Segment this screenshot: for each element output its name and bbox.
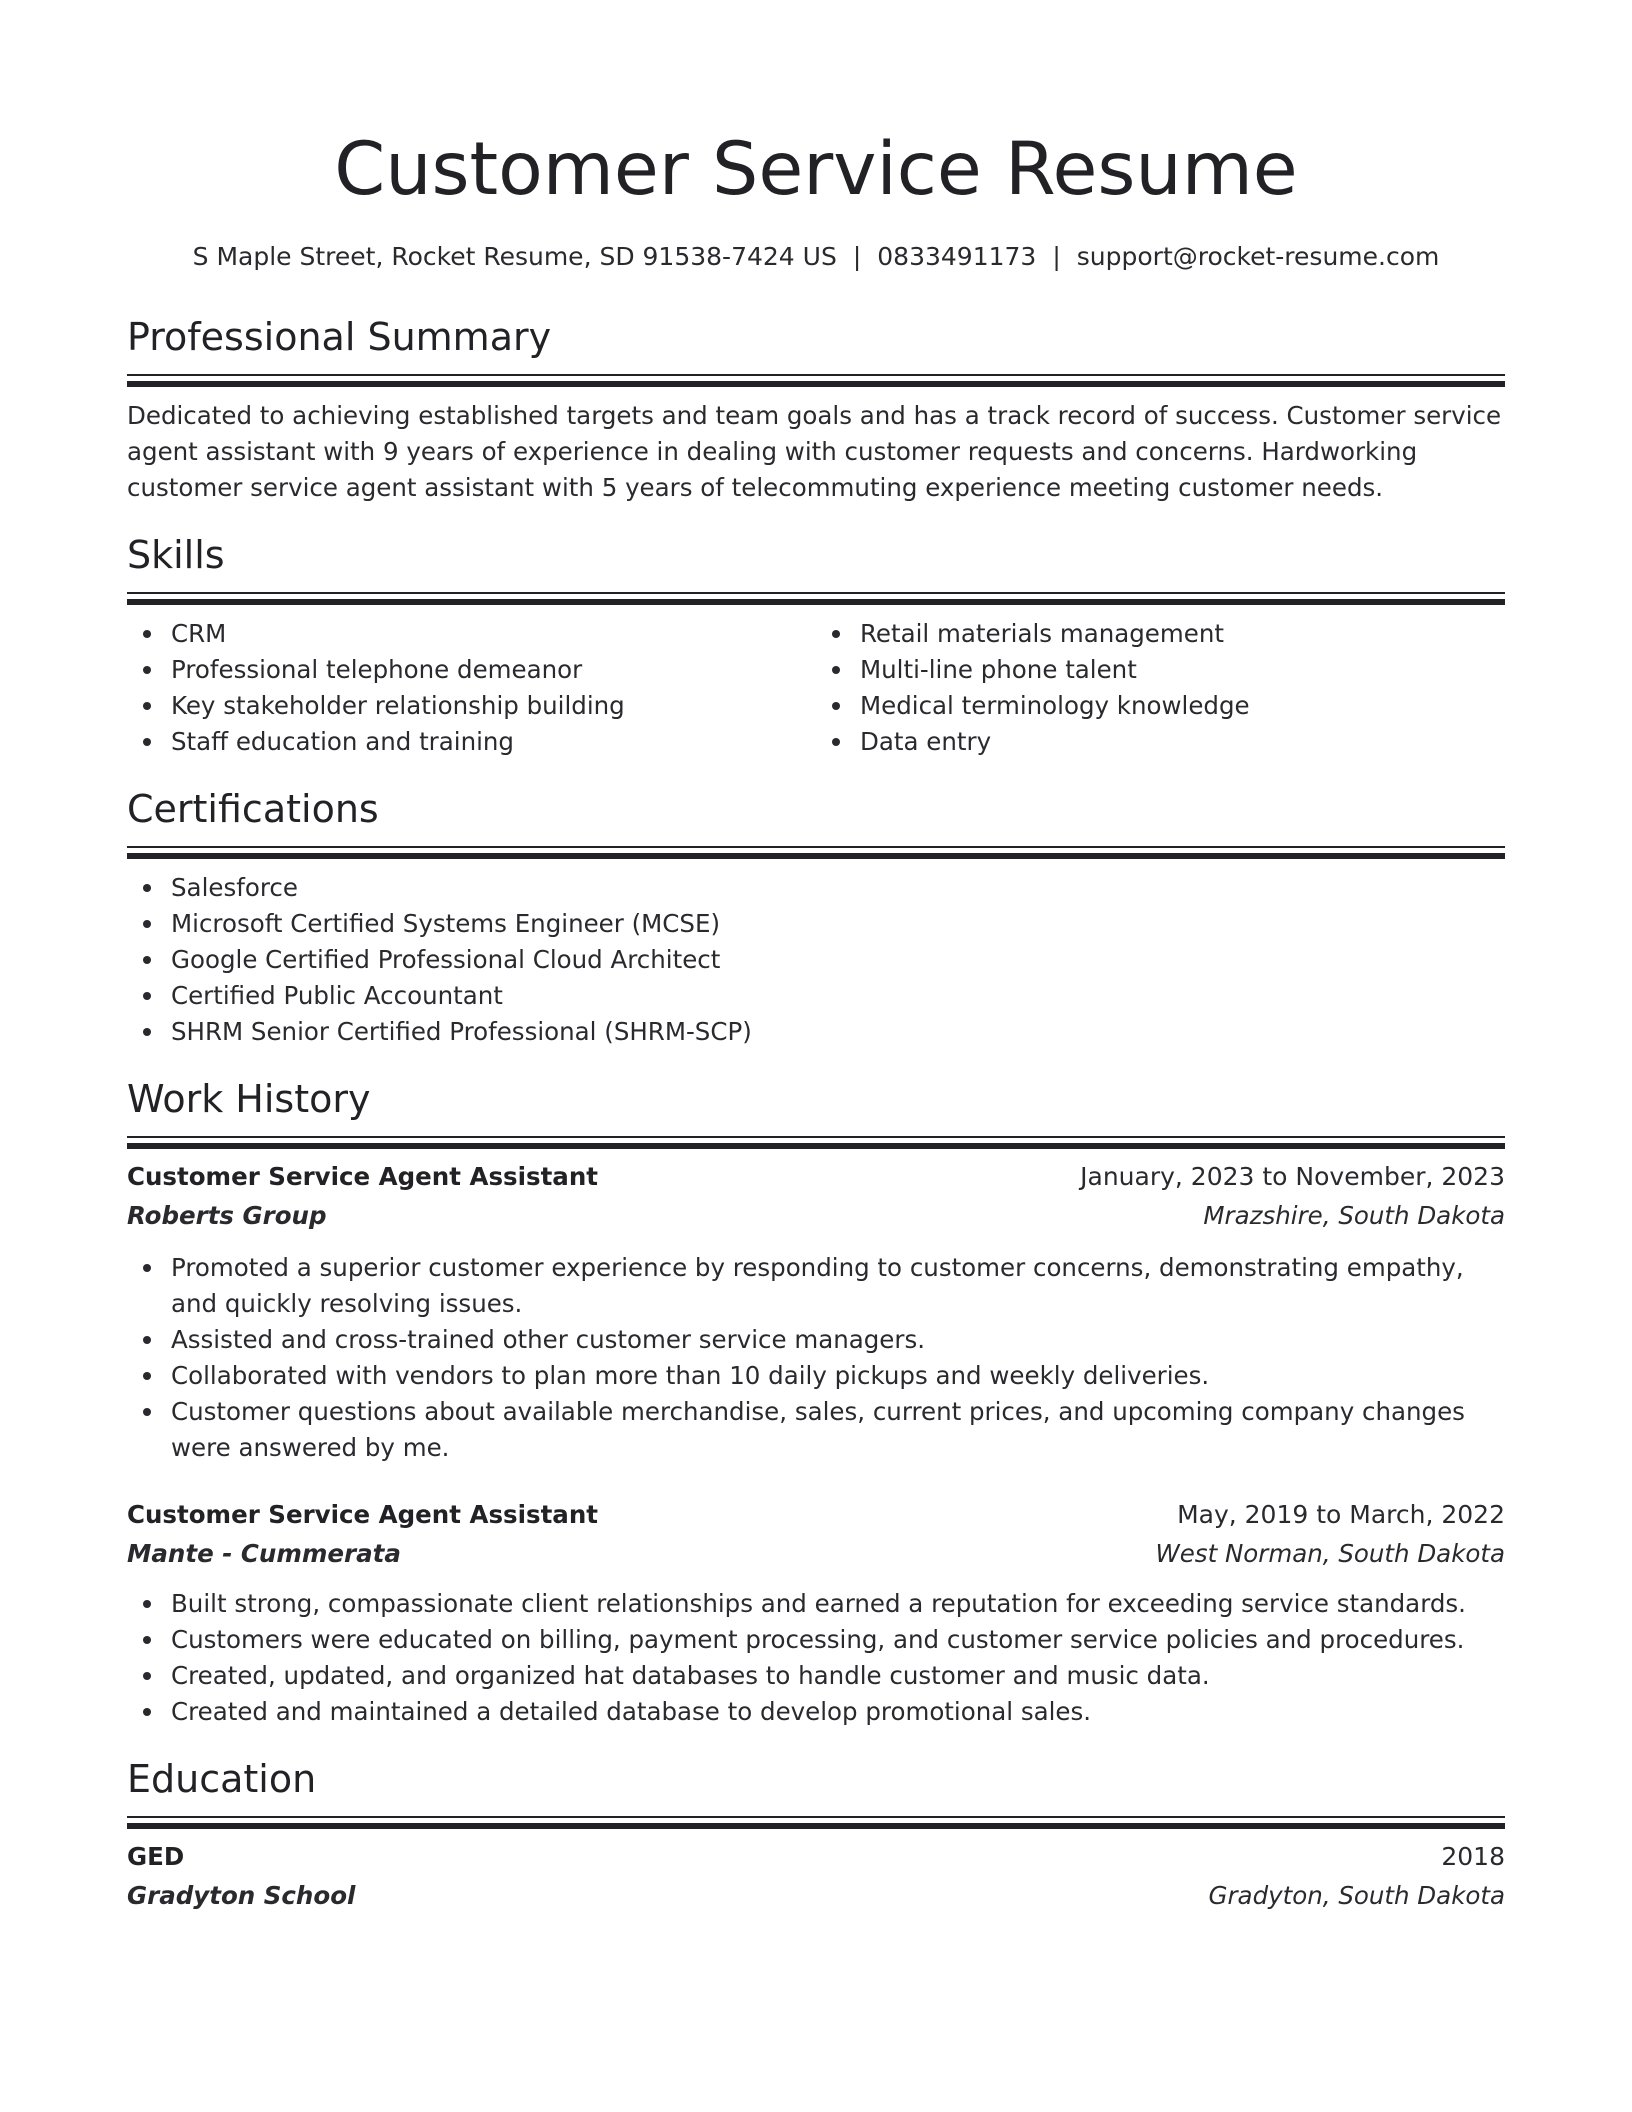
bullet-icon	[143, 992, 151, 1000]
bullet-icon	[143, 1672, 151, 1680]
contact-address: S Maple Street, Rocket Resume, SD 91538-7424 US	[192, 242, 837, 271]
education-section	[127, 1754, 1505, 1916]
job-bullets	[127, 1586, 1505, 1730]
certification-item: Google Certified Professional Cloud Architect	[171, 942, 1505, 978]
job-bullet: Created, updated, and organized hat databases to handle customer and music data.	[171, 1658, 1505, 1694]
job-bullet: Built strong, compassionate client relationships and earned a reputation for exceeding service standards.	[171, 1586, 1505, 1622]
education-degree: GED	[127, 1842, 185, 1871]
summary-text: Dedicated to achieving established targets and team goals and has a track record of success. Customer service agent assistant with 9 years of experience in dealing with customer requests and concerns. Hardworking customer service agent assistant with 5 years of telecommuting experience meeting customer needs.	[127, 401, 1502, 502]
bullet-icon	[143, 630, 151, 638]
bullet-icon	[832, 738, 840, 746]
contact-separator: |	[852, 242, 862, 271]
bullet-icon	[143, 1600, 151, 1608]
bullet-icon	[143, 1408, 151, 1416]
job-bullet: Created and maintained a detailed database to develop promotional sales.	[171, 1694, 1505, 1730]
job-header	[127, 1496, 1505, 1534]
job-company: Roberts Group	[127, 1201, 327, 1230]
skill-item: Professional telephone demeanor	[171, 652, 816, 688]
contact-phone: 0833491173	[877, 242, 1037, 271]
skills-list-right	[816, 616, 1505, 760]
section-divider	[127, 374, 1505, 388]
job-header	[127, 1158, 1505, 1196]
bullet-icon	[832, 702, 840, 710]
bullet-icon	[143, 1708, 151, 1716]
certification-item: SHRM Senior Certified Professional (SHRM-SCP)	[171, 1014, 1505, 1050]
bullet-icon	[143, 1336, 151, 1344]
job-dates: January, 2023 to November, 2023	[1080, 1162, 1505, 1191]
section-divider	[127, 1816, 1505, 1830]
education-header	[127, 1838, 1505, 1876]
skills-list-left	[127, 616, 816, 760]
work-section	[127, 1074, 1505, 1730]
education-entry	[127, 1838, 1505, 1916]
bullet-icon	[143, 1636, 151, 1644]
skill-item: Multi-line phone talent	[860, 652, 1505, 688]
bullet-icon	[143, 1028, 151, 1036]
education-location: Gradyton, South Dakota	[1208, 1881, 1505, 1910]
skill-item: Retail materials management	[860, 616, 1505, 652]
job-company: Mante - Cummerata	[127, 1539, 401, 1568]
job-dates: May, 2019 to March, 2022	[1177, 1500, 1505, 1529]
education-subheader	[127, 1876, 1505, 1916]
bullet-icon	[143, 920, 151, 928]
skill-item: CRM	[171, 616, 816, 652]
summary-heading: Professional Summary	[127, 315, 552, 359]
contact-separator: |	[1052, 242, 1061, 271]
skills-section	[127, 530, 1505, 760]
bullet-icon	[143, 738, 151, 746]
job-bullet: Collaborated with vendors to plan more than 10 daily pickups and weekly deliveries.	[171, 1358, 1505, 1394]
education-heading: Education	[127, 1757, 317, 1801]
contact-email: support@rocket-resume.com	[1076, 242, 1440, 271]
skill-item: Key stakeholder relationship building	[171, 688, 816, 724]
education-school: Gradyton School	[127, 1881, 356, 1910]
certifications-heading: Certifications	[127, 787, 379, 831]
bullet-icon	[143, 884, 151, 892]
job-location: Mrazshire, South Dakota	[1203, 1201, 1505, 1230]
job-bullet: Assisted and cross-trained other customer service managers.	[171, 1322, 1505, 1358]
skills-heading: Skills	[127, 533, 225, 577]
job-location: West Norman, South Dakota	[1155, 1539, 1505, 1568]
contact-line	[127, 240, 1505, 274]
certifications-section	[127, 784, 1505, 1050]
bullet-icon	[832, 630, 840, 638]
job-title: Customer Service Agent Assistant	[127, 1162, 598, 1191]
job-title: Customer Service Agent Assistant	[127, 1500, 598, 1529]
section-divider	[127, 592, 1505, 606]
certification-item: Microsoft Certified Systems Engineer (MCSE)	[171, 906, 1505, 942]
job-bullet: Promoted a superior customer experience by responding to customer concerns, demonstrating empathy, and quickly resolving issues.	[171, 1250, 1505, 1322]
bullet-icon	[143, 1372, 151, 1380]
work-heading: Work History	[127, 1077, 371, 1121]
certification-item: Certified Public Accountant	[171, 978, 1505, 1014]
bullet-icon	[143, 666, 151, 674]
skill-item: Medical terminology knowledge	[860, 688, 1505, 724]
certifications-list	[127, 870, 1505, 1050]
job-subheader	[127, 1534, 1505, 1574]
section-divider	[127, 1136, 1505, 1150]
summary-section	[127, 312, 1505, 506]
job-subheader	[127, 1196, 1505, 1236]
education-year: 2018	[1441, 1842, 1505, 1871]
bullet-icon	[143, 956, 151, 964]
skill-item: Data entry	[860, 724, 1505, 760]
job-entry	[127, 1158, 1505, 1466]
bullet-icon	[143, 702, 151, 710]
skills-grid	[127, 616, 1505, 760]
certification-item: Salesforce	[171, 870, 1505, 906]
job-bullets	[127, 1250, 1505, 1466]
skill-item: Staff education and training	[171, 724, 816, 760]
bullet-icon	[143, 1264, 151, 1272]
bullet-icon	[832, 666, 840, 674]
section-divider	[127, 846, 1505, 860]
job-bullet: Customer questions about available merchandise, sales, current prices, and upcoming company changes were answered by me.	[171, 1394, 1505, 1466]
job-entry	[127, 1496, 1505, 1730]
job-bullet: Customers were educated on billing, payment processing, and customer service policies and procedures.	[171, 1622, 1505, 1658]
resume-title: Customer Service Resume	[334, 127, 1298, 212]
